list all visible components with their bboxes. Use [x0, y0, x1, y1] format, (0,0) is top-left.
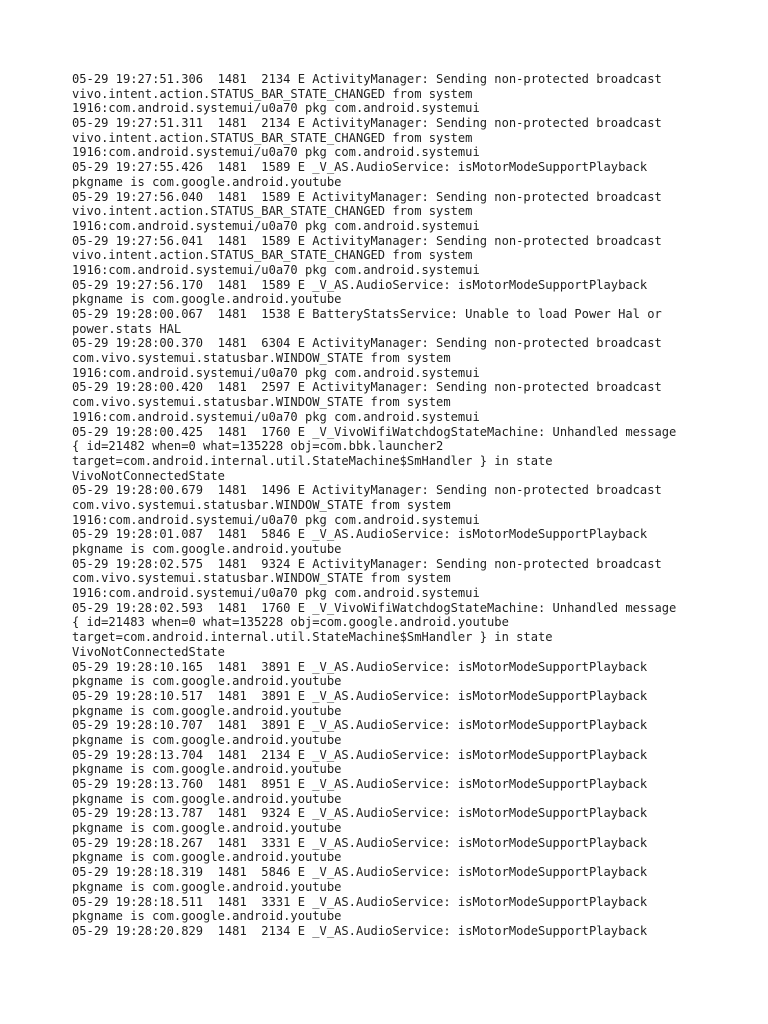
log-line: 05-29 19:28:02.575 1481 9324 E ActivityManager: Sending non-protected broadcast — [72, 556, 662, 571]
log-line: pkgname is com.google.android.youtube — [72, 732, 342, 747]
log-line: 05-29 19:27:51.311 1481 2134 E ActivityManager: Sending non-protected broadcast — [72, 116, 662, 131]
log-line: 05-29 19:28:13.787 1481 9324 E _V_AS.AudioService: isMotorModeSupportPlayback — [72, 806, 648, 821]
log-line: 05-29 19:28:10.165 1481 3891 E _V_AS.AudioService: isMotorModeSupportPlayback — [72, 659, 648, 674]
log-line: 05-29 19:28:13.704 1481 2134 E _V_AS.AudioService: isMotorModeSupportPlayback — [72, 747, 648, 762]
log-line: 05-29 19:27:56.041 1481 1589 E ActivityManager: Sending non-protected broadcast — [72, 233, 662, 248]
log-line: pkgname is com.google.android.youtube — [72, 762, 342, 777]
log-line: 05-29 19:28:00.370 1481 6304 E ActivityManager: Sending non-protected broadcast — [72, 336, 662, 351]
log-line: 1916:com.android.systemui/u0a70 pkg com.android.systemui — [72, 145, 480, 160]
log-line: VivoNotConnectedState — [72, 644, 225, 659]
log-line: com.vivo.systemui.statusbar.WINDOW_STATE from system — [72, 351, 451, 366]
log-line: target=com.android.internal.util.StateMachine$SmHandler } in state — [72, 630, 553, 645]
log-line: 05-29 19:28:00.420 1481 2597 E ActivityManager: Sending non-protected broadcast — [72, 380, 662, 395]
log-line: 05-29 19:28:18.319 1481 5846 E _V_AS.AudioService: isMotorModeSupportPlayback — [72, 865, 648, 880]
log-line: vivo.intent.action.STATUS_BAR_STATE_CHANGED from system — [72, 130, 473, 145]
log-line: 1916:com.android.systemui/u0a70 pkg com.android.systemui — [72, 101, 480, 116]
log-line: com.vivo.systemui.statusbar.WINDOW_STATE from system — [72, 571, 451, 586]
log-line: 1916:com.android.systemui/u0a70 pkg com.android.systemui — [72, 409, 480, 424]
log-line: 05-29 19:28:00.425 1481 1760 E _V_VivoWifiWatchdogStateMachine: Unhandled message — [72, 424, 677, 439]
log-line: pkgname is com.google.android.youtube — [72, 909, 342, 924]
log-line: target=com.android.internal.util.StateMachine$SmHandler } in state — [72, 453, 553, 468]
log-line: pkgname is com.google.android.youtube — [72, 292, 342, 307]
log-line: 05-29 19:28:02.593 1481 1760 E _V_VivoWifiWatchdogStateMachine: Unhandled message — [72, 600, 677, 615]
log-line: 1916:com.android.systemui/u0a70 pkg com.android.systemui — [72, 586, 480, 601]
log-line: pkgname is com.google.android.youtube — [72, 850, 342, 865]
log-line: 1916:com.android.systemui/u0a70 pkg com.android.systemui — [72, 262, 480, 277]
log-line: power.stats HAL — [72, 321, 182, 336]
log-line: 1916:com.android.systemui/u0a70 pkg com.android.systemui — [72, 218, 480, 233]
log-line: 05-29 19:28:01.087 1481 5846 E _V_AS.AudioService: isMotorModeSupportPlayback — [72, 527, 648, 542]
log-line: 05-29 19:27:55.426 1481 1589 E _V_AS.AudioService: isMotorModeSupportPlayback — [72, 160, 648, 175]
log-line: vivo.intent.action.STATUS_BAR_STATE_CHANGED from system — [72, 204, 473, 219]
log-line: 05-29 19:27:51.306 1481 2134 E ActivityManager: Sending non-protected broadcast — [72, 72, 662, 86]
log-line: 05-29 19:27:56.040 1481 1589 E ActivityManager: Sending non-protected broadcast — [72, 189, 662, 204]
log-line: 05-29 19:28:00.067 1481 1538 E BatteryStatsService: Unable to load Power Hal or — [72, 307, 662, 321]
log-page — [72, 72, 732, 939]
log-line: vivo.intent.action.STATUS_BAR_STATE_CHANGED from system — [72, 248, 473, 263]
log-line: pkgname is com.google.android.youtube — [72, 174, 342, 189]
log-line: pkgname is com.google.android.youtube — [72, 674, 342, 689]
log-line: pkgname is com.google.android.youtube — [72, 879, 342, 894]
log-line: pkgname is com.google.android.youtube — [72, 791, 342, 806]
log-line: { id=21482 when=0 what=135228 obj=com.bbk.launcher2 — [72, 439, 444, 454]
log-line: 05-29 19:28:18.267 1481 3331 E _V_AS.AudioService: isMotorModeSupportPlayback — [72, 835, 648, 850]
log-line: { id=21483 when=0 what=135228 obj=com.google.android.youtube — [72, 615, 509, 630]
log-line: 05-29 19:28:00.679 1481 1496 E ActivityManager: Sending non-protected broadcast — [72, 483, 662, 498]
log-line: pkgname is com.google.android.youtube — [72, 703, 342, 718]
log-line: 05-29 19:28:10.707 1481 3891 E _V_AS.AudioService: isMotorModeSupportPlayback — [72, 718, 648, 733]
log-line: 05-29 19:28:18.511 1481 3331 E _V_AS.AudioService: isMotorModeSupportPlayback — [72, 894, 648, 909]
log-line: 1916:com.android.systemui/u0a70 pkg com.android.systemui — [72, 512, 480, 527]
log-line: 05-29 19:27:56.170 1481 1589 E _V_AS.AudioService: isMotorModeSupportPlayback — [72, 277, 648, 292]
log-line: pkgname is com.google.android.youtube — [72, 542, 342, 556]
log-line: vivo.intent.action.STATUS_BAR_STATE_CHANGED from system — [72, 86, 473, 101]
log-line: pkgname is com.google.android.youtube — [72, 821, 342, 836]
log-line: VivoNotConnectedState — [72, 468, 225, 483]
log-line: 05-29 19:28:13.760 1481 8951 E _V_AS.AudioService: isMotorModeSupportPlayback — [72, 777, 648, 791]
log-line: 05-29 19:28:10.517 1481 3891 E _V_AS.AudioService: isMotorModeSupportPlayback — [72, 688, 648, 703]
log-line: com.vivo.systemui.statusbar.WINDOW_STATE from system — [72, 497, 451, 512]
log-line: com.vivo.systemui.statusbar.WINDOW_STATE from system — [72, 395, 451, 410]
log-line: 05-29 19:28:20.829 1481 2134 E _V_AS.AudioService: isMotorModeSupportPlayback — [72, 923, 648, 938]
log-line: 1916:com.android.systemui/u0a70 pkg com.android.systemui — [72, 365, 480, 380]
